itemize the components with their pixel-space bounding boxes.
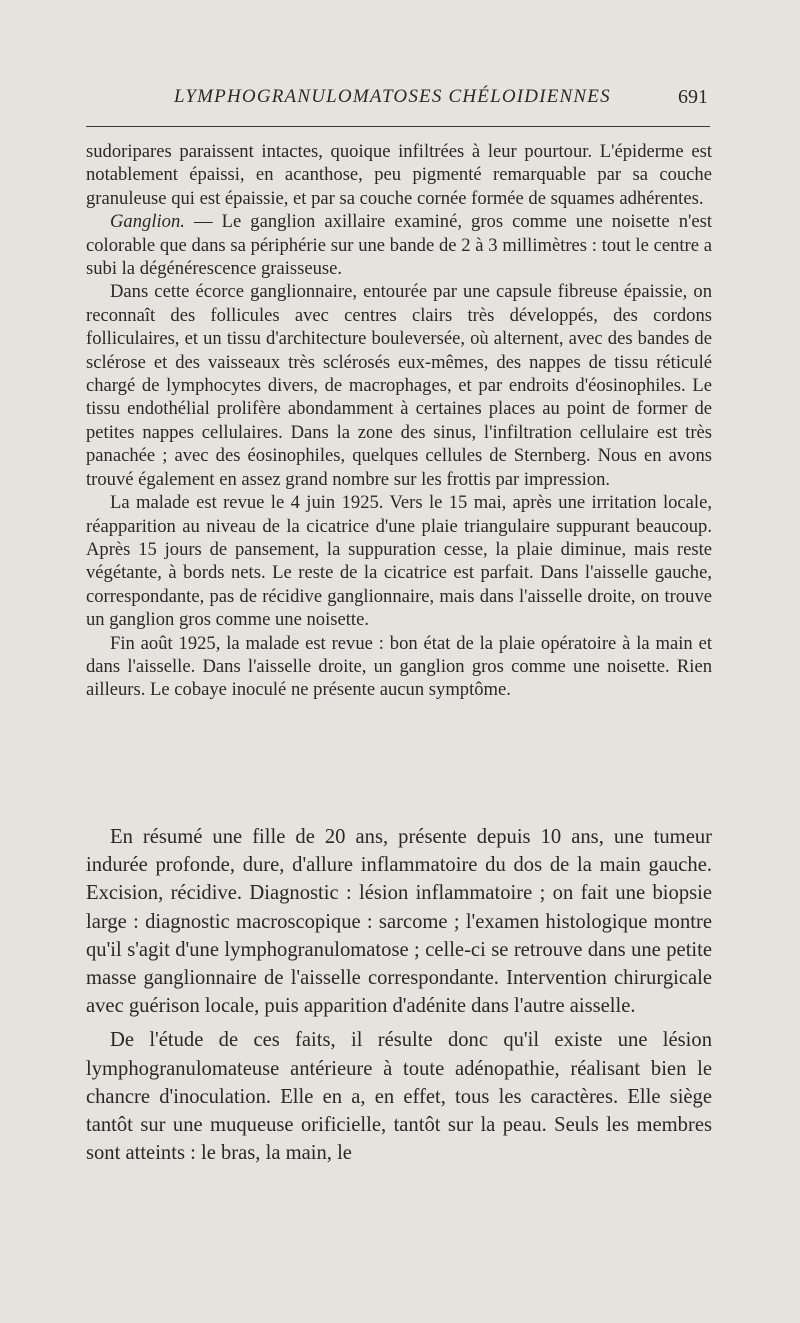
ganglion-heading: Ganglion. (110, 211, 185, 233)
paragraph-follow-up-june: La malade est revue le 4 juin 1925. Vers le 15 mai, après une irritation locale, réapparition au niveau de la cicatrice d'une plaie triangulaire suppurant beaucoup. Après 15 jours de pansement, la suppuration cesse, la plaie diminue, mais reste végétante, à bords nets. Le reste de la cicatrice est parfait. Dans l'aisselle gauche, correspondante, pas de récidive ganglionnaire, mais dans l'aisselle droite, on trouve un ganglion gros comme une noisette. (86, 492, 712, 631)
paragraph-summary: En résumé une fille de 20 ans, présente depuis 10 ans, une tumeur indurée profonde, dure, d'allure inflammatoire du dos de la main gauche. Excision, récidive. Diagnostic : lésion inflammatoire ; on fait une biopsie large : diagnostic macroscopique : sarcome ; l'examen histologique montre qu'il s'agit d'une lymphogranulomatose ; celle-ci se retrouve dans une petite masse ganglionnaire de l'aisselle correspondante. Intervention chirurgicale avec guérison locale, puis apparition d'adénite dans l'autre aisselle. (86, 826, 712, 1018)
paragraph-epidermis: sudoripares paraissent intactes, quoique infiltrées à leur pourtour. L'épiderme est notablement épaissi, en acanthose, peu pigmenté remarquable par sa couche granuleuse qui est épaissie, et par sa couche cornée formée de squames adhérentes. (86, 141, 712, 209)
page-number: 691 (678, 86, 708, 108)
page-header (86, 86, 712, 116)
running-title: LYMPHOGRANULOMATOSES CHÉLOIDIENNES (174, 86, 611, 107)
paragraph-conclusion: De l'étude de ces faits, il résulte donc qu'il existe une lésion lymphogranulomateuse antérieure à toute adénopathie, réalisant bien le chancre d'inoculation. Elle en a, en effet, tous les caractères. Elle siège tantôt sur une muqueuse orificielle, tantôt sur la peau. Seuls les membres sont atteints : le bras, la main, le (86, 1029, 712, 1165)
paragraph-follow-up-august: Fin août 1925, la malade est revue : bon état de la plaie opératoire à la main et dans l'aisselle. Dans l'aisselle droite, un ganglion gros comme une noisette. Rien ailleurs. Le cobaye inoculé ne présente aucun symptôme. (86, 632, 712, 701)
header-rule (86, 126, 710, 127)
paragraph-ganglionic-cortex: Dans cette écorce ganglionnaire, entourée par une capsule fibreuse épaissie, on reconnaît des follicules avec centres clairs très développés, des cordons folliculaires, et un tissu d'architecture bouleversée, où alternent, avec des bandes de sclérose et des vaisseaux très sclérosés eux-mêmes, des nappes de tissu réticulé chargé de lymphocytes divers, de macrophages, et par endroits d'éosinophiles. Le tissu endothélial prolifère abondamment à certaines places au point de former de petites nappes cellulaires. Dans la zone des sinus, l'infiltration cellulaire est très panachée ; avec des éosinophiles, quelques cellules de Sternberg. Nous en avons trouvé également en assez grand nombre sur les frottis par impression. (86, 281, 712, 490)
case-report-text (86, 140, 712, 702)
ganglion-text: — Le ganglion axillaire examiné, gros comme une noisette n'est colorable que dans sa périphérie sur une bande de 2 à 3 millimètres : tout le centre a subi la dégénérescence graisseuse. (86, 211, 712, 280)
paragraph-ganglion (86, 210, 712, 280)
summary-text (86, 823, 712, 1167)
